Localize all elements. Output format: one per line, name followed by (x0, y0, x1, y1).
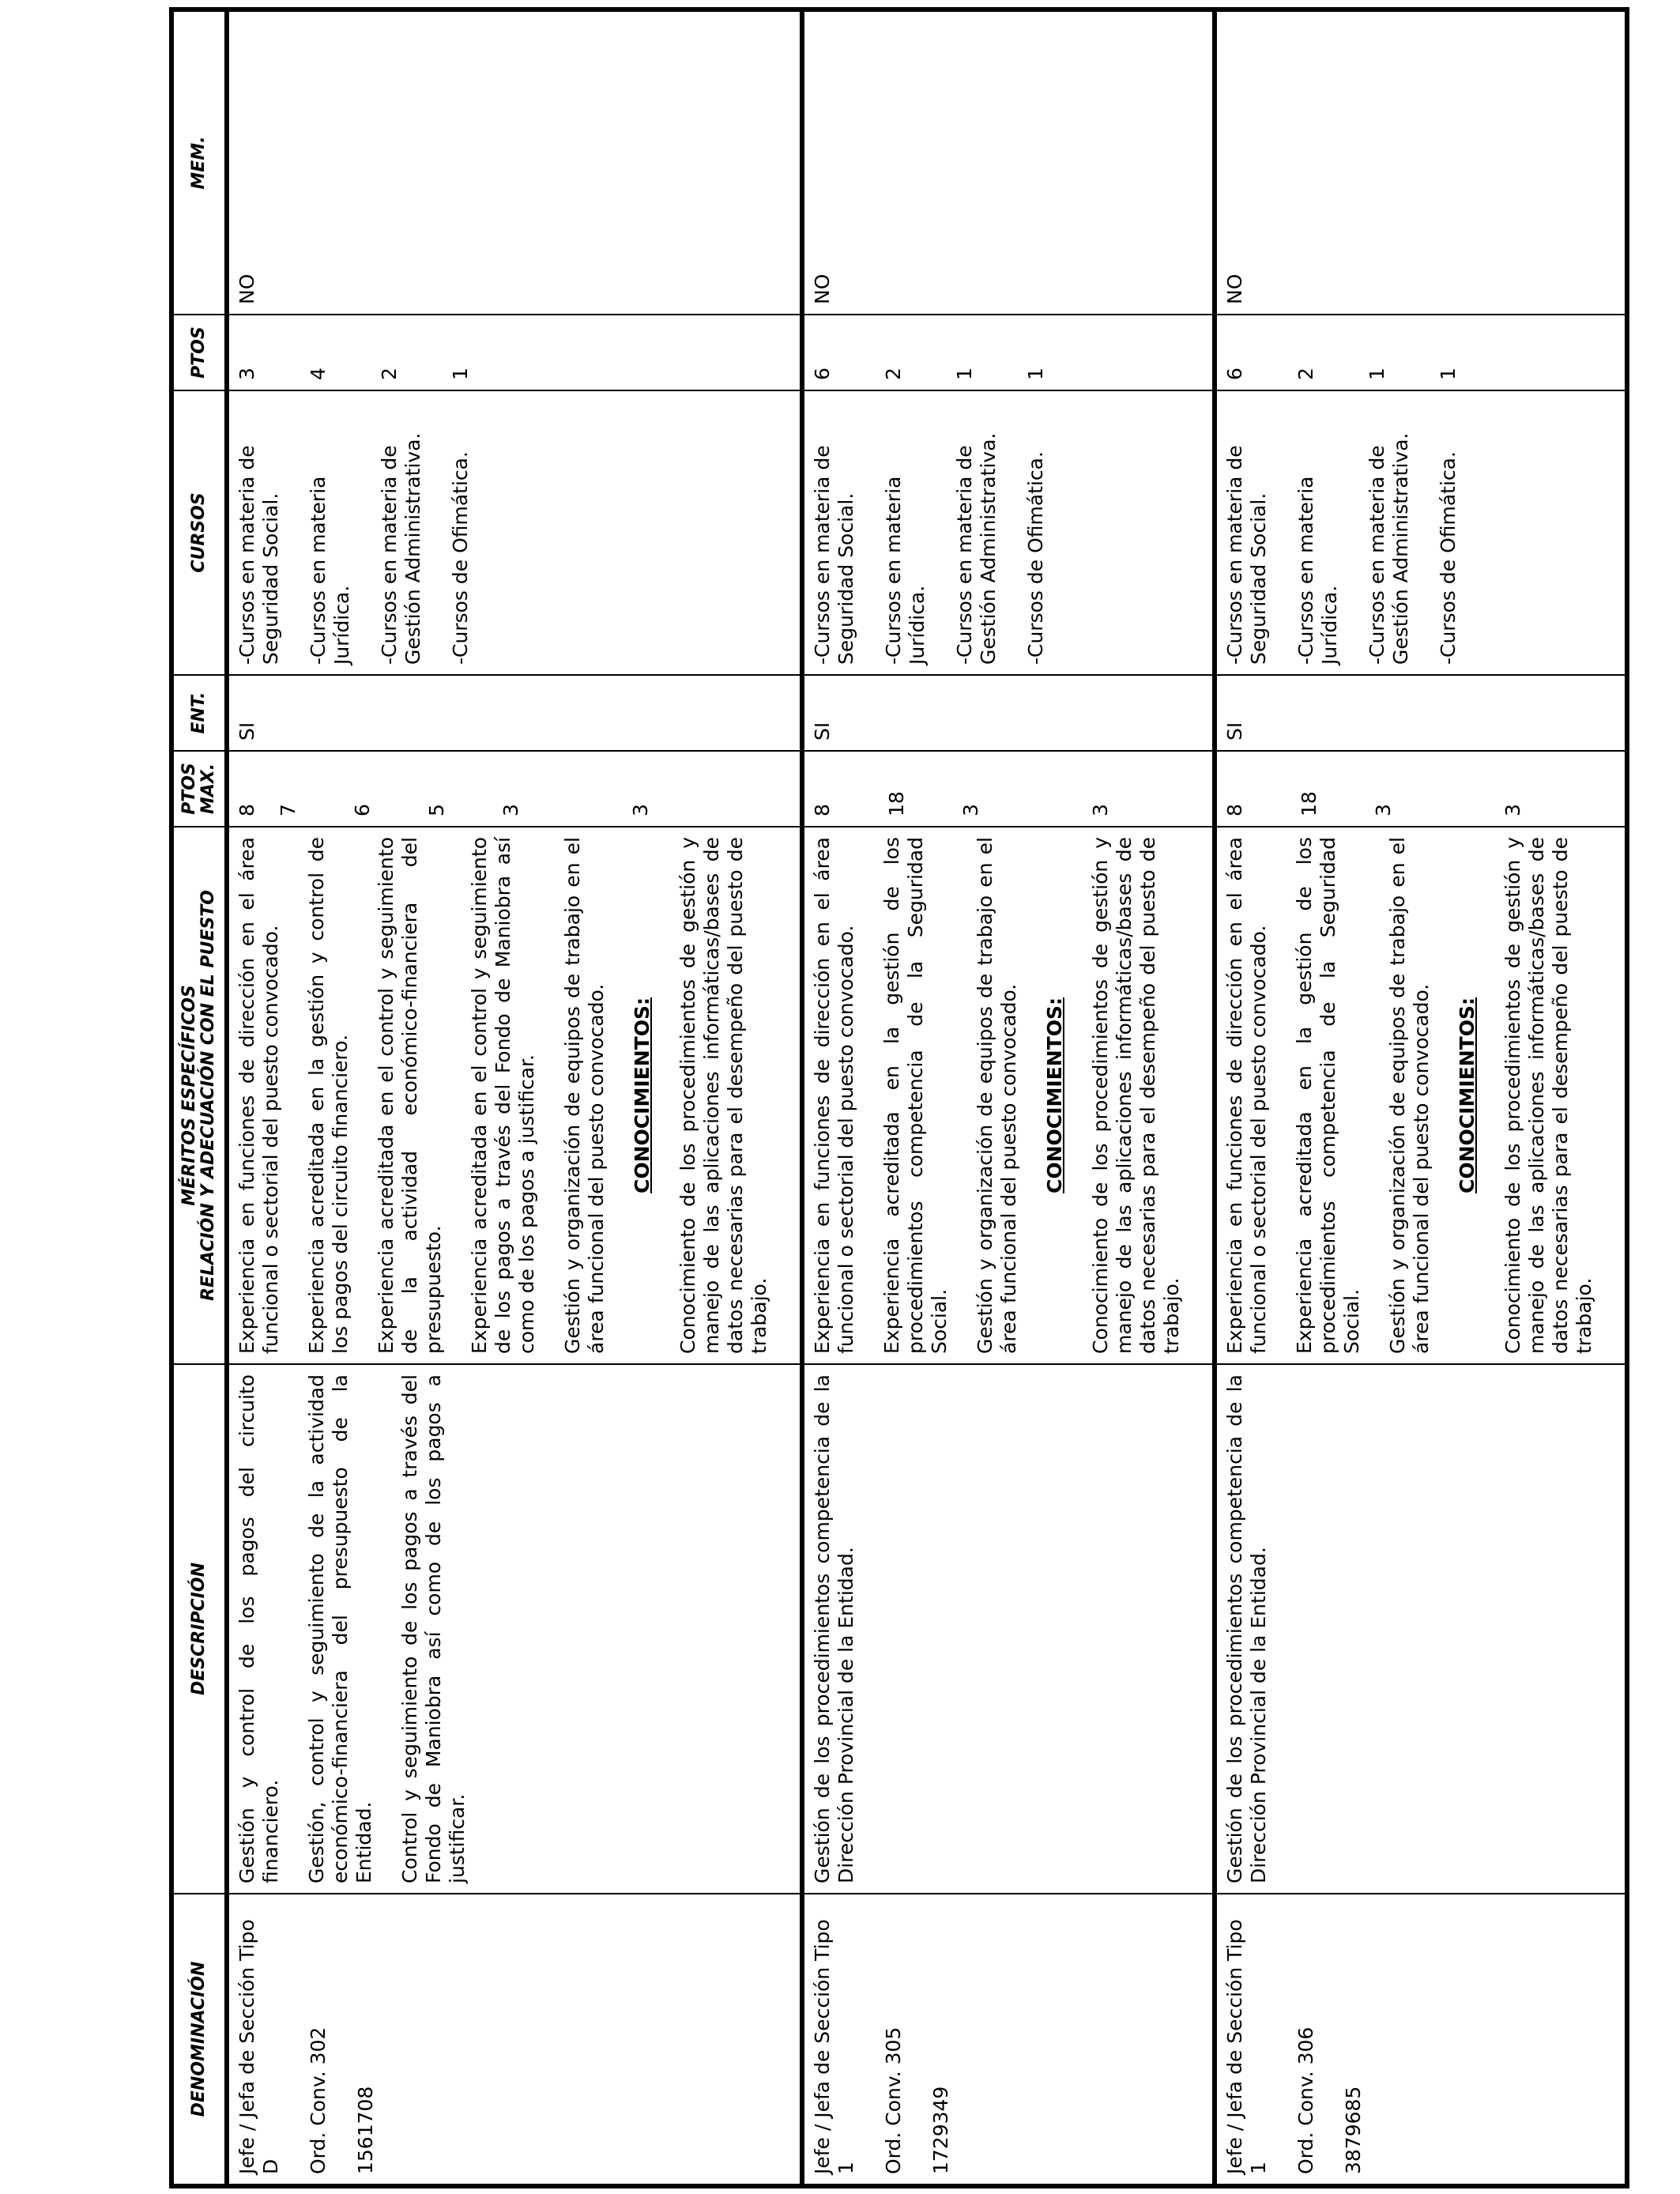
header-cursos: CURSOS (171, 390, 227, 675)
ptos-max-value: 3 (1372, 804, 1395, 816)
curso-item: -Cursos en materia de Seguridad Social. (1223, 445, 1270, 665)
ptos-value: 1 (1024, 368, 1047, 380)
ptos-max-value: 5 (425, 804, 448, 816)
merito-item: Experiencia en funciones de dirección en el área funcional o sectorial del puesto convocado. (1223, 837, 1270, 1354)
curso-item: -Cursos de Ofimática. (1024, 451, 1047, 665)
merito-item: Experiencia en funciones de dirección en el área funcional o sectorial del puesto convocado. (811, 837, 857, 1354)
conocimientos-text: Conocimiento de los procedimientos de gestión y manejo de las aplicaciones informáticas/bases de datos necesarias para el desempeño del puesto de trabajo. (1089, 837, 1183, 1354)
cell-meritos (227, 827, 802, 1364)
cell-cursos (227, 390, 802, 675)
cell-ent: SI (1215, 675, 1627, 751)
denominacion-cargo: Jefe / Jefa de Sección Tipo 1 (811, 1919, 857, 2174)
curso-item: -Cursos de Ofimática. (449, 451, 472, 665)
conocimientos-text: Conocimiento de los procedimientos de gestión y manejo de las aplicaciones informáticas/bases de datos necesarias para el desempeño del puesto de trabajo. (1501, 837, 1595, 1354)
cell-mem: NO (227, 9, 802, 315)
denominacion-cargo: Jefe / Jefa de Sección Tipo D (235, 1919, 282, 2174)
curso-item: -Cursos en materia de Seguridad Social. (811, 445, 857, 665)
cell-cursos (1215, 390, 1627, 675)
merito-item: Gestión y organización de equipos de trabajo en el área funcional del puesto convocado. (1386, 837, 1433, 1354)
conocimientos-heading: CONOCIMIENTOS: (1456, 997, 1478, 1193)
denominacion-ord-conv: Ord. Conv. 302 (307, 2026, 330, 2174)
table-row (802, 9, 1215, 2186)
cell-ptos (802, 315, 1215, 390)
ptos-value: 2 (1294, 368, 1317, 380)
cell-meritos (1215, 827, 1627, 1364)
cell-denominacion (227, 1894, 802, 2186)
curso-item: -Cursos en materia Jurídica. (882, 476, 929, 665)
table-row (227, 9, 802, 2186)
curso-item: -Cursos en materia de Gestión Administrativa. (953, 432, 1000, 665)
ptos-max-value: 18 (885, 791, 908, 816)
cell-ptos-max (1215, 751, 1627, 827)
meritos-table (169, 7, 1629, 2188)
descripcion-item: Control y seguimiento de los pagos a través del Fondo de Maniobra así como de los pagos a justificar. (398, 1374, 469, 1883)
curso-item: -Cursos en materia de Seguridad Social. (235, 445, 282, 665)
descripcion-item: Gestión, control y seguimiento de la actividad económico-financiera del presupuesto de la Entidad. (305, 1374, 375, 1883)
ptos-value: 1 (1437, 368, 1460, 380)
denominacion-codigo: 1561708 (354, 2086, 377, 2174)
cell-ptos-max (802, 751, 1215, 827)
header-meritos-line2: RELACIÓN Y ADECUACIÓN CON EL PUESTO (198, 889, 218, 1302)
cell-descripcion (802, 1364, 1215, 1894)
ptos-value: 6 (1223, 368, 1246, 380)
ptos-max-value: 8 (811, 804, 834, 816)
header-ptos: PTOS (171, 315, 227, 390)
merito-item: Experiencia en funciones de dirección en el área funcional o sectorial del puesto convocado. (235, 837, 282, 1354)
denominacion-cargo: Jefe / Jefa de Sección Tipo 1 (1223, 1919, 1270, 2174)
header-ent: ENT. (171, 675, 227, 751)
conocimientos-heading: CONOCIMIENTOS: (1043, 997, 1066, 1193)
cell-denominacion (1215, 1894, 1627, 2186)
table-row (1215, 9, 1627, 2186)
cell-denominacion (802, 1894, 1215, 2186)
merito-item: Experiencia acreditada en el control y seguimiento de la actividad económico-financiera del presupuesto. (375, 837, 445, 1354)
conocimientos-heading: CONOCIMIENTOS: (631, 997, 654, 1193)
curso-item: -Cursos de Ofimática. (1437, 451, 1460, 665)
header-row (171, 9, 227, 2186)
merito-item: Experiencia acreditada en la gestión de los procedimientos competencia de la Seguridad Social. (880, 837, 951, 1354)
header-meritos (171, 827, 227, 1364)
denominacion-ord-conv: Ord. Conv. 305 (882, 2026, 905, 2174)
merito-item: Experiencia acreditada en la gestión de los procedimientos competencia de la Seguridad Social. (1293, 837, 1363, 1354)
ptos-value: 4 (307, 368, 330, 380)
curso-item: -Cursos en materia Jurídica. (307, 476, 353, 665)
ptos-value: 3 (235, 368, 258, 380)
cell-mem: NO (1215, 9, 1627, 315)
denominacion-codigo: 3879685 (1342, 2086, 1365, 2174)
ptos-max-conoc-value: 3 (629, 804, 652, 816)
ptos-max-value: 18 (1298, 791, 1320, 816)
ptos-value: 2 (882, 368, 905, 380)
merito-item: Gestión y organización de equipos de trabajo en el área funcional del puesto convocado. (974, 837, 1020, 1354)
denominacion-codigo: 1729349 (929, 2086, 952, 2174)
header-descripcion: DESCRIPCIÓN (171, 1364, 227, 1894)
curso-item: -Cursos en materia Jurídica. (1294, 476, 1341, 665)
ptos-value: 1 (1365, 368, 1388, 380)
cell-cursos (802, 390, 1215, 675)
cell-ent: SI (802, 675, 1215, 751)
cell-ent: SI (227, 675, 802, 751)
merito-item: Experiencia acreditada en la gestión y control de los pagos del circuito financiero. (305, 837, 352, 1354)
header-ptos-max-line1: PTOS (179, 763, 199, 815)
header-mem: MEM. (171, 9, 227, 315)
ptos-value: 2 (378, 368, 401, 380)
ptos-max-conoc-value: 3 (1501, 804, 1524, 816)
ptos-value: 1 (449, 368, 472, 380)
ptos-value: 6 (811, 368, 834, 380)
ptos-max-value: 3 (959, 804, 982, 816)
ptos-max-conoc-value: 3 (1089, 804, 1112, 816)
rotated-table-wrapper (169, 11, 1595, 2188)
conocimientos-text: Conocimiento de los procedimientos de gestión y manejo de las aplicaciones informáticas/bases de datos necesarias para el desempeño del puesto de trabajo. (676, 837, 770, 1354)
merito-item: Gestión y organización de equipos de trabajo en el área funcional del puesto convocado. (561, 837, 608, 1354)
ptos-max-value: 3 (499, 804, 522, 816)
header-ptos-max-line2: MAX. (198, 763, 218, 815)
ptos-value: 1 (953, 368, 976, 380)
ptos-max-value: 6 (351, 804, 374, 816)
cell-ptos (1215, 315, 1627, 390)
merito-item: Experiencia acreditada en el control y seguimiento de los pagos a través del Fondo de Maniobra así como de los pagos a justificar. (468, 837, 538, 1354)
curso-item: -Cursos en materia de Gestión Administrativa. (378, 432, 424, 665)
ptos-max-value: 7 (277, 804, 299, 816)
page (169, 11, 1595, 2188)
ptos-max-value: 8 (235, 804, 258, 816)
cell-meritos (802, 827, 1215, 1364)
denominacion-ord-conv: Ord. Conv. 306 (1294, 2026, 1317, 2174)
curso-item: -Cursos en materia de Gestión Administrativa. (1365, 432, 1412, 665)
descripcion-item: Gestión de los procedimientos competencia de la Dirección Provincial de la Entidad. (1223, 1374, 1270, 1883)
cell-mem: NO (802, 9, 1215, 315)
cell-ptos (227, 315, 802, 390)
header-meritos-line1: MÉRITOS ESPECÍFICOS (179, 985, 199, 1206)
descripcion-item: Gestión y control de los pagos del circuito financiero. (235, 1374, 282, 1883)
cell-descripcion (227, 1364, 802, 1894)
ptos-max-value: 8 (1223, 804, 1246, 816)
cell-ptos-max (227, 751, 802, 827)
header-denominacion: DENOMINACIÓN (171, 1894, 227, 2186)
header-ptos-max (171, 751, 227, 827)
cell-descripcion (1215, 1364, 1627, 1894)
descripcion-item: Gestión de los procedimientos competencia de la Dirección Provincial de la Entidad. (811, 1374, 857, 1883)
